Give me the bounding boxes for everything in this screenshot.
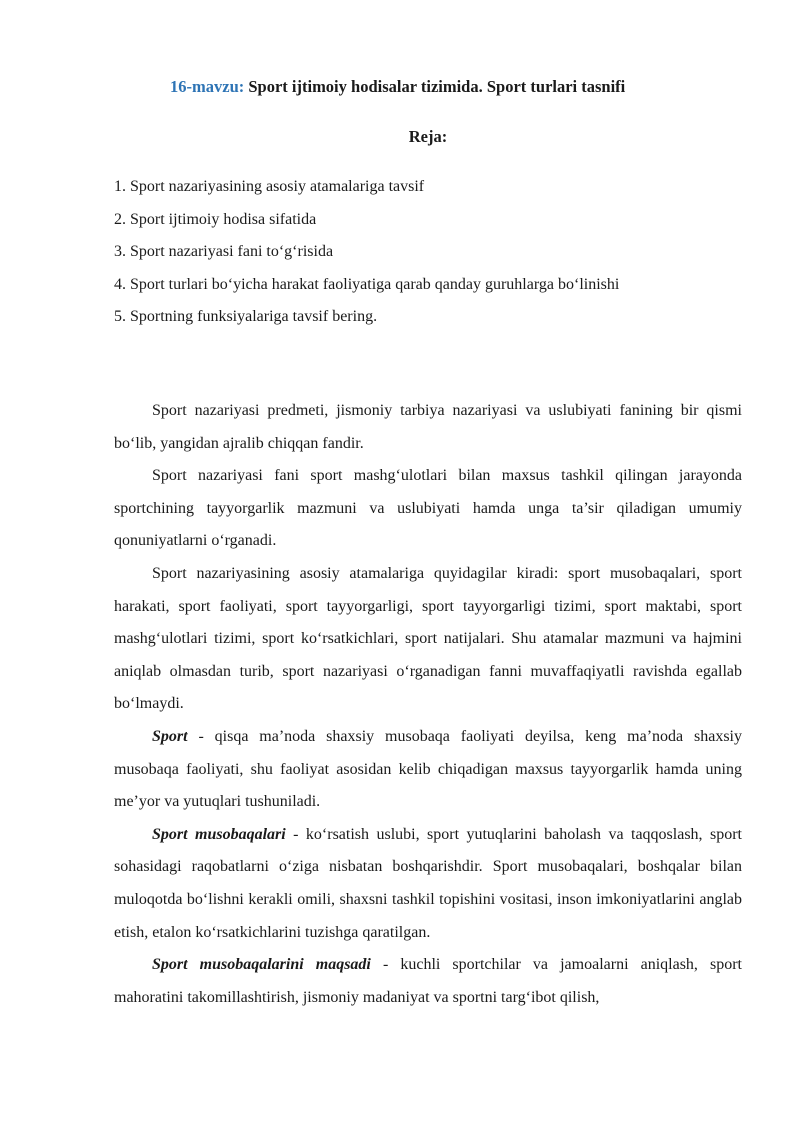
- term-competitions-goal: Sport musobaqalarini maqsadi: [152, 956, 371, 974]
- plan-item: 1. Sport nazariyasining asosiy atamalariga tavsif: [114, 178, 425, 195]
- topic-number: 16-mavzu:: [170, 77, 245, 96]
- paragraph-definition: [114, 721, 742, 819]
- plan-item: 3. Sport nazariyasi fani to‘g‘risida: [114, 243, 334, 260]
- paragraph: Sport nazariyasining asosiy atamalariga quyidagilar kiradi: sport musobaqalari, sport harakati, sport faoliyati, sport tayyorgarligi, sport tayyorgarligi tizimi, sport maktabi, sport mashg‘ulotlari tizimi, sport ko‘rsatkichlari, sport natijalari. Shu atamalar mazmuni va hajmini aniqlab olmasdan turib, sport nazariyasi o‘rganadigan fanni muvaffaqiyatli ravishda egallab bo‘lmaydi.: [114, 564, 742, 713]
- plan-list: [114, 171, 742, 334]
- page-title: [170, 77, 742, 97]
- term-sport-competitions: Sport musobaqalari: [152, 825, 286, 843]
- paragraph-definition: [114, 949, 742, 1014]
- paragraph: Sport nazariyasi predmeti, jismoniy tarbiya nazariyasi va uslubiyati fanining bir qismi bo‘lib, yangidan ajralib chiqqan fandir.: [114, 402, 742, 452]
- definition-text: - kuchli sportchilar va jamoalarni aniqlash, sport mahoratini takomillashtirish, jismoniy madaniyat va sportni targ‘ibot qilish,: [114, 956, 742, 1006]
- definition-text: - ko‘rsatish uslubi, sport yutuqlarini baholash va taqqoslash, sport sohasidagi raqobatlarni o‘ziga nisbatan boshqarishdir. Sport musobaqalari, boshqalar bilan muloqotda bo‘lishni kerakli omili, shaxsni tashkil topishini vositasi, inson imkoniyatlarini anglab etish, etalon ko‘rsatkichlarini tuzishga qaratilgan.: [114, 825, 742, 941]
- topic-title: Sport ijtimoiy hodisalar tizimida. Sport turlari tasnifi: [248, 77, 626, 96]
- definition-text: - qisqa ma’noda shaxsiy musobaqa faoliyati deyilsa, keng ma’noda shaxsiy musobaqa faoliyati, shu faoliyat asosidan kelib chiqadigan maxsus tayyorgarlik hamda uning me’yor va yutuqlari tushuniladi.: [114, 727, 742, 811]
- plan-item: 4. Sport turlari bo‘yicha harakat faoliyatiga qarab qanday guruhlarga bo‘linishi: [114, 275, 620, 293]
- plan-heading: Reja:: [408, 127, 448, 146]
- paragraph: Sport nazariyasi fani sport mashg‘ulotlari bilan maxsus tashkil qilingan jarayonda sportchining tayyorgarlik mazmuni va uslubiyati hamda unga ta’sir qiladigan umumiy qonuniyatlarni o‘rganadi.: [114, 467, 742, 550]
- term-sport: Sport: [152, 727, 188, 745]
- plan-item: 5. Sportning funksiyalariga tavsif bering.: [114, 308, 378, 325]
- body-text: [114, 395, 742, 1014]
- paragraph-definition: [114, 819, 742, 949]
- plan-item: 2. Sport ijtimoiy hodisa sifatida: [114, 210, 317, 228]
